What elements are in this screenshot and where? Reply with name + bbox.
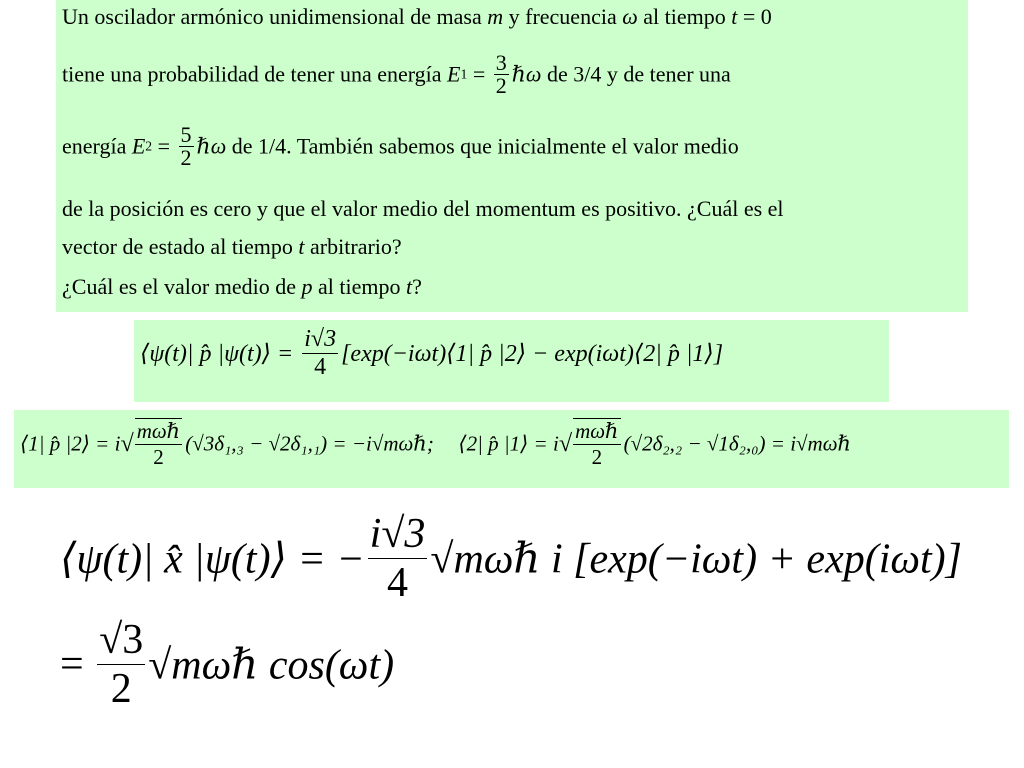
radical-fraction [573,418,621,470]
equals: = [467,61,491,87]
hbar-omega: ℏω [511,61,542,87]
energy-subscript: 2 [145,138,153,154]
denominator: 2 [495,73,507,98]
text: vector de estado al tiempo [62,234,299,259]
fraction [302,326,338,381]
denominator: 2 [180,145,192,170]
numerator: i√3 [369,511,426,557]
text: energía [62,133,132,159]
text: de la posición es cero y que el valor medio del momentum es positivo. ¿Cuál es el [62,196,784,221]
radical-fraction [135,418,183,470]
mass-symbol: m [487,4,504,29]
time-symbol: t [298,234,305,259]
numerator: 5 [180,122,192,147]
text: de 1/4. También sabemos que inicialmente el valor medio [226,133,739,159]
numerator: √3 [99,617,144,663]
equation-lhs: ⟨ψ(t)| p̂ |ψ(t)⟩ = [140,341,300,367]
fraction [368,510,428,607]
equals: = [152,133,176,159]
problem-line-2 [62,52,731,97]
matrix-element-12-lhs: ⟨1| p̂ |2⟩ = i [20,431,121,456]
time-symbol: t [731,4,738,29]
equation-rhs: [exp(−iωt)⟨1| p̂ |2⟩ − exp(iωt)⟨2| p̂ |1⟩] [341,341,724,367]
fraction [179,124,194,169]
problem-statement-box [56,0,968,312]
denominator: 4 [368,558,428,607]
problem-line-6 [62,276,422,298]
time-symbol: t [405,274,413,299]
denominator: 2 [573,444,621,470]
matrix-element-21-rhs: (√2δ₂,₂ − √1δ₂,₀) = i√mωℏ [623,431,852,456]
numerator: 3 [495,50,507,75]
hbar-omega: ℏω [196,133,227,159]
equals-sign: = [60,641,95,688]
text: ? [412,274,422,299]
denominator: 4 [302,353,338,381]
text: de 3/4 y de tener una [541,61,731,87]
text: Un oscilador armónico unidimensional de masa [62,4,488,29]
text: al tiempo [637,4,732,29]
equation-rhs: √mωℏ i [exp(−iωt) + exp(iωt)] [430,536,963,583]
equation-rhs: √mωℏ cos(ωt) [148,642,395,689]
energy-subscript: 1 [460,66,468,82]
radical-sign: √ [558,430,573,457]
energy-symbol: E [447,61,461,87]
problem-line-1 [62,6,772,28]
matrix-elements-equation [14,410,1009,488]
omega-symbol: ω [622,4,638,29]
matrix-element-12-rhs: (√3δ₁,₃ − √2δ₁,₁) = −i√mωℏ; [185,431,434,456]
text: tiene una probabilidad de tener una energía [62,61,448,87]
problem-line-5 [62,236,402,258]
equation-content [20,418,851,470]
denominator: 2 [97,664,145,713]
text: ¿Cuál es el valor medio de [62,274,302,299]
problem-line-4 [62,198,784,220]
fraction [494,52,509,97]
numerator: i√3 [304,326,337,352]
matrix-element-21-lhs: ⟨2| p̂ |1⟩ = i [458,431,559,456]
text: = 0 [737,4,772,29]
text: al tiempo [312,274,406,299]
equation-lhs: ⟨ψ(t)| x̂ |ψ(t)⟩ = − [60,536,365,583]
energy-symbol: E [131,133,146,159]
radical-sign: √ [120,430,134,457]
momentum-symbol: p [301,274,313,299]
numerator: mωℏ [136,419,181,443]
position-expectation-equation [60,510,962,607]
result-equation [60,616,394,713]
text: arbitrario? [304,234,402,259]
equation-content [140,326,723,381]
problem-line-3 [62,124,739,169]
text: y frecuencia [503,4,623,29]
numerator: mωℏ [575,419,619,443]
fraction [97,616,145,713]
momentum-expectation-equation [134,320,889,402]
denominator: 2 [135,444,183,470]
